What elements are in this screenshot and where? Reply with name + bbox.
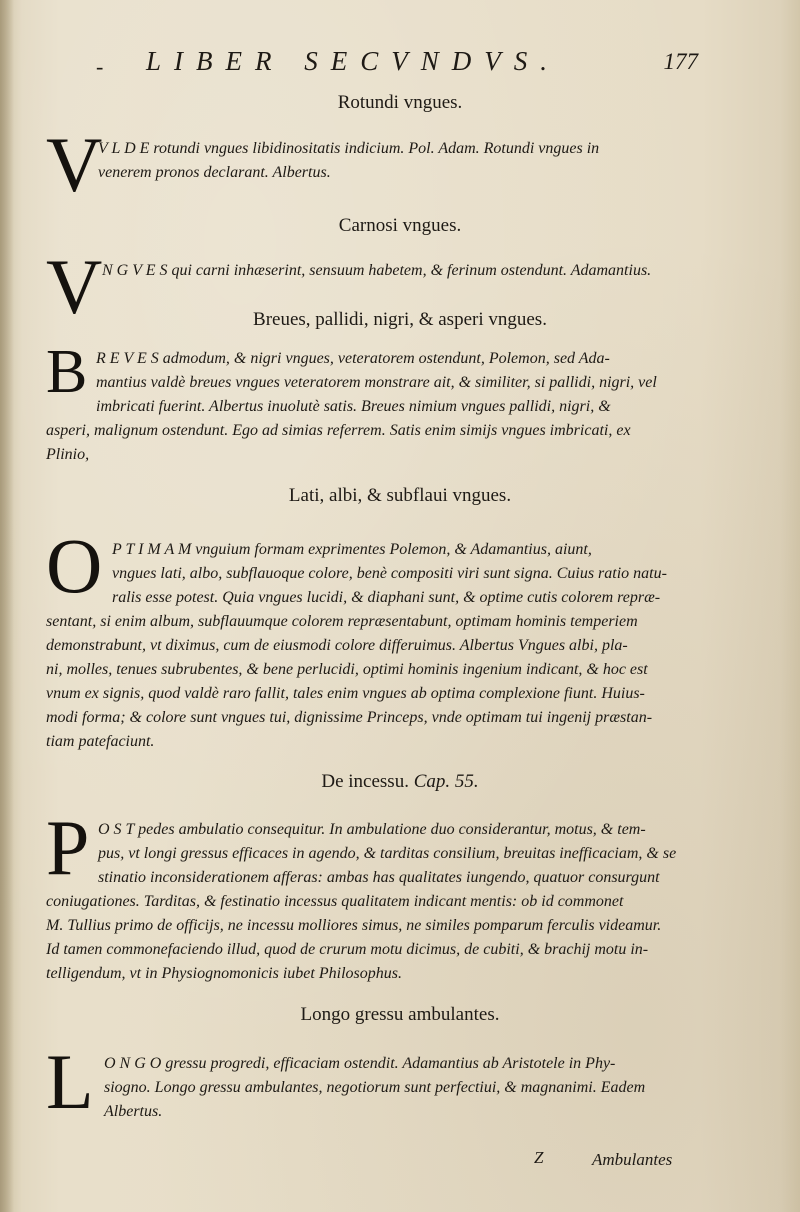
text-line: demonstrabunt, vt diximus, cum de eiusmodi colore differuimus. Albertus Vngues albi, pla- — [46, 637, 628, 654]
chapter-number: Cap. 55. — [413, 771, 479, 792]
section-heading-longo: Longo gressu ambulantes. — [300, 1004, 500, 1025]
section-heading-carnosi: Carnosi vngues. — [338, 215, 462, 236]
paragraph-breues — [46, 338, 706, 470]
page-binding-shadow — [0, 0, 14, 1212]
text-line: O S T pedes ambulatio consequitur. In ambulatione duo considerantur, motus, & tem- — [98, 821, 646, 838]
section-heading-rotundi: Rotundi vngues. — [337, 92, 463, 113]
text-line: V L D E rotundi vngues libidinositatis indicium. Pol. Adam. Rotundi vngues in — [98, 140, 600, 157]
catchword: Ambulantes — [592, 1150, 673, 1169]
text-line: siogno. Longo gressu ambulantes, negotiorum sunt perfectiui, & magnanimi. Eadem — [104, 1079, 646, 1096]
text-line: M. Tullius primo de officijs, ne incessu molliores simus, ne similes pomparum ferculis videamur. — [46, 917, 662, 934]
drop-capital: B — [46, 338, 88, 406]
paragraph-lati — [46, 522, 706, 750]
text-line: ralis esse potest. Quia vngues lucidi, & diaphani sunt, & optime cutis colorem repræ- — [112, 589, 661, 606]
text-line: mantius valdè breues vngues veteratorem monstrare ait, & similiter, si pallidi, nigri, vel — [96, 374, 657, 391]
text-line: vnum ex signis, quod valdè raro fallit, tales enim vngues ab optima complexione fiunt. Huius- — [46, 685, 645, 702]
folio-number: 177 — [663, 49, 698, 74]
text-line: coniugationes. Tarditas, & festinatio incessus qualitatem indicant mentis: ob id commonet — [46, 893, 624, 910]
text-line: N G V E S qui carni inhæserint, sensuum habetem, & ferinum ostendunt. Adamantius. — [102, 262, 652, 279]
text-line: asperi, malignum ostendunt. Ego ad simias referrem. Satis enim simijs vngues imbricati, ex — [46, 422, 631, 439]
text-line: P T I M A M vnguium formam exprimentes Polemon, & Adamantius, aiunt, — [112, 541, 592, 558]
running-head-title: LIBER SECVNDVS. — [146, 46, 560, 76]
drop-capital: V — [46, 243, 103, 330]
text-line: pus, vt longi gressus efficaces in agendo, & tarditas consilium, breuitas inefficaciam, & se — [98, 845, 677, 862]
text-line: O N G O gressu progredi, efficaciam ostendit. Adamantius ab Aristotele in Phy- — [104, 1055, 616, 1072]
signature-mark: Z — [534, 1148, 544, 1167]
drop-capital: O — [46, 522, 103, 609]
drop-capital: L — [46, 1038, 94, 1125]
text-line: modi forma; & colore sunt vngues tui, dignissime Princeps, vnde optimam tui ingenij præstan- — [46, 709, 653, 726]
text-line: tiam patefaciunt. — [46, 733, 155, 750]
running-head — [96, 46, 706, 80]
drop-capital: V — [46, 121, 103, 208]
paragraph-rotundi — [46, 121, 706, 208]
running-head-dash: - — [96, 54, 104, 79]
paragraph-longo — [46, 1038, 706, 1135]
text-line: telligendum, vt in Physiognomonicis iubet Philosophus. — [46, 965, 402, 982]
section-heading-lati: Lati, albi, & subflaui vngues. — [288, 485, 512, 506]
drop-capital: P — [46, 804, 90, 891]
section-heading-text: De incessu. — [321, 771, 409, 792]
text-line: ni, molles, tenues subrubentes, & bene perlucidi, optimi hominis ingenium indicant, & hoc est — [46, 661, 648, 678]
text-line: sentant, si enim album, subflauumque colorem repræsentabunt, optimam hominis temperiem — [46, 613, 638, 630]
text-line: stinatio inconsiderationem afferas: ambas has qualitates iungendo, quatuor consurgunt — [98, 869, 660, 886]
text-line: vngues lati, albo, subflauoque colore, benè compositi viri sunt signa. Cuius ratio natu- — [112, 565, 667, 582]
section-heading-de-incessu — [0, 771, 800, 793]
text-line: Id tamen commonefaciendo illud, quod de crurum motu dicimus, de cubiti, & brachij motu in- — [46, 941, 649, 958]
text-line: Albertus. — [104, 1103, 163, 1120]
text-line: imbricati fuerint. Albertus inuolutè satis. Breues nimium vngues pallidi, nigri, & — [96, 398, 611, 415]
paragraph-de-incessu — [46, 804, 706, 991]
text-line: R E V E S admodum, & nigri vngues, veteratorem ostendunt, Polemon, sed Ada- — [96, 350, 610, 367]
text-line: Plinio, — [46, 446, 90, 463]
section-heading-breues: Breues, pallidi, nigri, & asperi vngues. — [253, 309, 547, 330]
text-line: venerem pronos declarant. Albertus. — [98, 164, 331, 181]
